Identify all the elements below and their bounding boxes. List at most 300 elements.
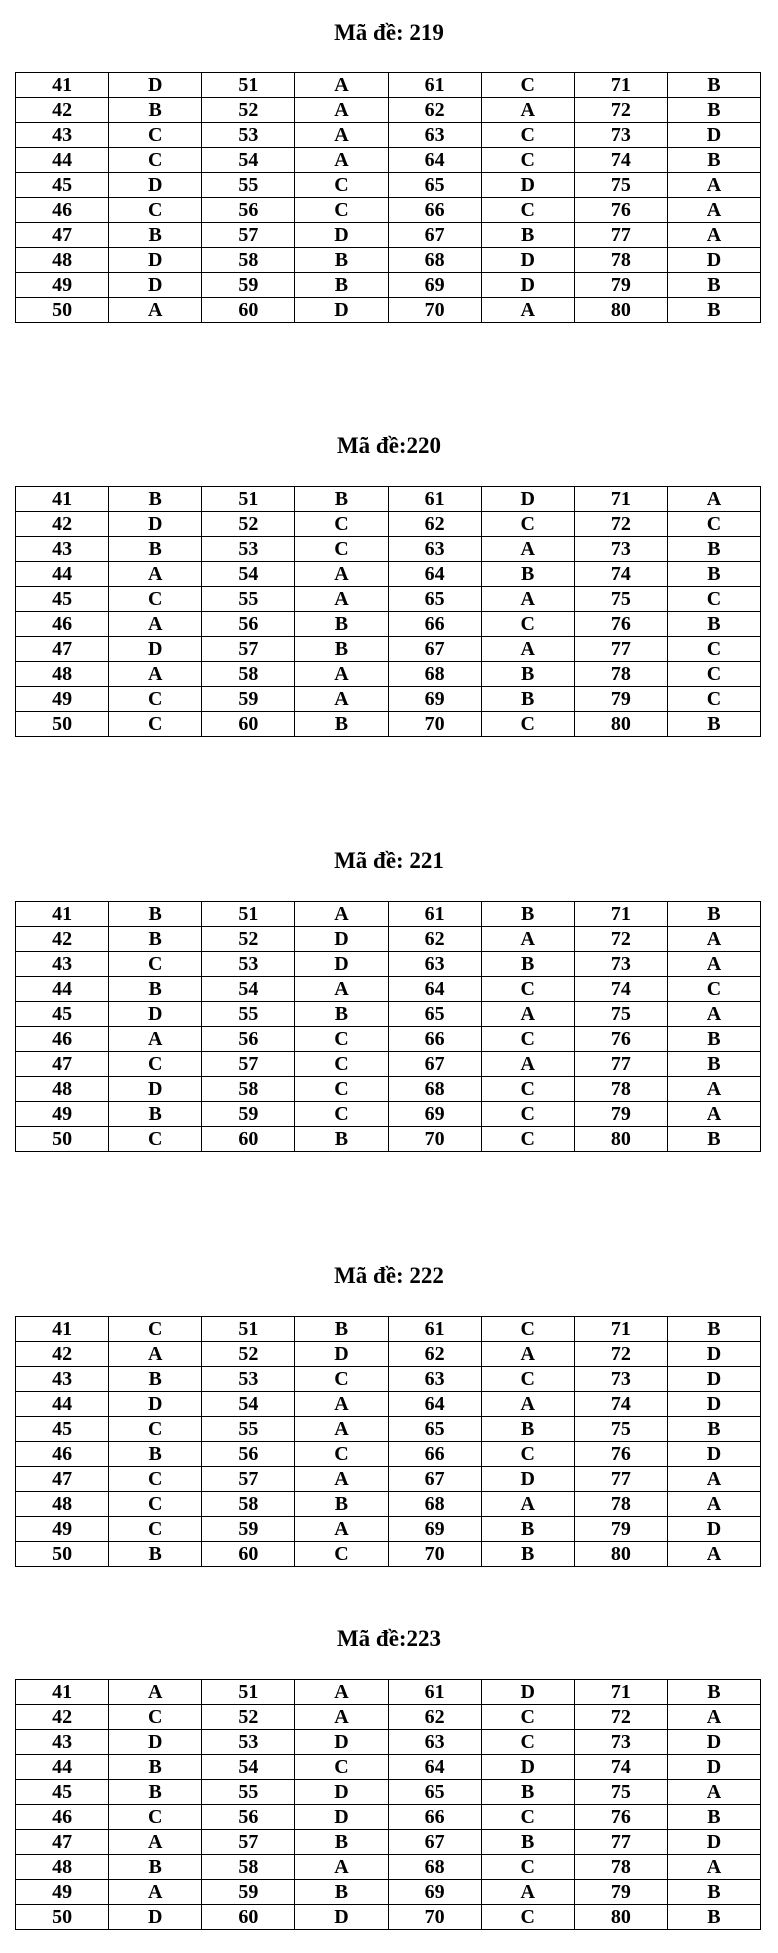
answer-cell: B — [667, 1417, 760, 1442]
question-number-cell: 71 — [574, 73, 667, 98]
answer-cell: C — [481, 123, 574, 148]
question-number-cell: 67 — [388, 1830, 481, 1855]
question-number-cell: 56 — [202, 198, 295, 223]
answer-cell: C — [295, 1542, 388, 1567]
question-number-cell: 66 — [388, 1027, 481, 1052]
question-number-cell: 73 — [574, 952, 667, 977]
table-row — [16, 1730, 761, 1755]
answer-cell: B — [109, 223, 202, 248]
table-row — [16, 1755, 761, 1780]
question-number-cell: 59 — [202, 1517, 295, 1542]
question-number-cell: 65 — [388, 1002, 481, 1027]
answer-cell: D — [109, 1002, 202, 1027]
answer-cell: A — [295, 1392, 388, 1417]
question-number-cell: 57 — [202, 223, 295, 248]
answer-cell: A — [481, 587, 574, 612]
question-number-cell: 67 — [388, 637, 481, 662]
answer-cell: D — [481, 1680, 574, 1705]
question-number-cell: 73 — [574, 1367, 667, 1392]
answer-cell: A — [295, 73, 388, 98]
question-number-cell: 65 — [388, 173, 481, 198]
answer-cell: D — [667, 1755, 760, 1780]
question-number-cell: 68 — [388, 1492, 481, 1517]
question-number-cell: 76 — [574, 1027, 667, 1052]
question-number-cell: 78 — [574, 662, 667, 687]
answer-cell: D — [667, 1392, 760, 1417]
answer-cell: A — [295, 148, 388, 173]
answer-cell: B — [481, 902, 574, 927]
question-number-cell: 65 — [388, 1780, 481, 1805]
question-number-cell: 75 — [574, 1002, 667, 1027]
table-row — [16, 902, 761, 927]
question-number-cell: 43 — [16, 537, 109, 562]
question-number-cell: 74 — [574, 1755, 667, 1780]
answer-cell: B — [481, 1417, 574, 1442]
answer-cell: C — [481, 1317, 574, 1342]
table-row — [16, 298, 761, 323]
answer-cell: D — [667, 1367, 760, 1392]
question-number-cell: 68 — [388, 248, 481, 273]
question-number-cell: 66 — [388, 1442, 481, 1467]
answer-cell: B — [295, 487, 388, 512]
answer-cell: C — [481, 1705, 574, 1730]
question-number-cell: 51 — [202, 1680, 295, 1705]
question-number-cell: 62 — [388, 927, 481, 952]
answer-cell: B — [667, 1317, 760, 1342]
question-number-cell: 68 — [388, 1855, 481, 1880]
question-number-cell: 62 — [388, 512, 481, 537]
question-number-cell: 59 — [202, 273, 295, 298]
answer-cell: B — [667, 298, 760, 323]
question-number-cell: 74 — [574, 562, 667, 587]
question-number-cell: 66 — [388, 1805, 481, 1830]
question-number-cell: 71 — [574, 1317, 667, 1342]
table-row — [16, 927, 761, 952]
question-number-cell: 52 — [202, 927, 295, 952]
question-number-cell: 48 — [16, 1077, 109, 1102]
question-number-cell: 72 — [574, 927, 667, 952]
answer-cell: A — [109, 1342, 202, 1367]
answer-cell: D — [109, 1730, 202, 1755]
question-number-cell: 64 — [388, 1755, 481, 1780]
answer-cell: B — [667, 73, 760, 98]
question-number-cell: 41 — [16, 1680, 109, 1705]
answer-cell: A — [481, 537, 574, 562]
answer-cell: A — [481, 1880, 574, 1905]
answer-cell: A — [295, 1517, 388, 1542]
answer-cell: D — [295, 1905, 388, 1930]
answer-cell: B — [109, 1367, 202, 1392]
table-row — [16, 148, 761, 173]
answer-cell: C — [109, 1467, 202, 1492]
answer-cell: A — [481, 98, 574, 123]
question-number-cell: 55 — [202, 1002, 295, 1027]
answer-cell: C — [295, 173, 388, 198]
answer-cell: A — [295, 98, 388, 123]
table-row — [16, 1467, 761, 1492]
table-row — [16, 223, 761, 248]
answer-cell: A — [295, 1417, 388, 1442]
table-row — [16, 1855, 761, 1880]
answer-cell: C — [109, 1052, 202, 1077]
table-row — [16, 537, 761, 562]
answer-cell: A — [481, 298, 574, 323]
question-number-cell: 49 — [16, 1102, 109, 1127]
question-number-cell: 61 — [388, 1680, 481, 1705]
answer-cell: D — [481, 1467, 574, 1492]
answer-cell: C — [295, 1442, 388, 1467]
answer-cell: A — [667, 1855, 760, 1880]
question-number-cell: 61 — [388, 1317, 481, 1342]
answer-cell: B — [481, 662, 574, 687]
question-number-cell: 55 — [202, 173, 295, 198]
answer-cell: D — [295, 223, 388, 248]
table-row — [16, 1002, 761, 1027]
question-number-cell: 60 — [202, 1542, 295, 1567]
question-number-cell: 54 — [202, 1755, 295, 1780]
table-row — [16, 198, 761, 223]
exam-code-title: Mã đề: 219 — [334, 20, 444, 45]
question-number-cell: 69 — [388, 1517, 481, 1542]
question-number-cell: 80 — [574, 1905, 667, 1930]
answer-cell: C — [295, 537, 388, 562]
answer-cell: A — [109, 1027, 202, 1052]
answer-cell: A — [295, 1705, 388, 1730]
answer-cell: C — [295, 1077, 388, 1102]
question-number-cell: 67 — [388, 1052, 481, 1077]
question-number-cell: 67 — [388, 1467, 481, 1492]
table-row — [16, 1367, 761, 1392]
answer-cell: B — [295, 1317, 388, 1342]
question-number-cell: 77 — [574, 1052, 667, 1077]
answer-cell: A — [295, 562, 388, 587]
answer-cell: C — [481, 1102, 574, 1127]
question-number-cell: 80 — [574, 1542, 667, 1567]
answer-cell: B — [109, 1442, 202, 1467]
answer-cell: C — [481, 612, 574, 637]
question-number-cell: 79 — [574, 687, 667, 712]
answer-cell: B — [667, 1680, 760, 1705]
answer-cell: B — [667, 148, 760, 173]
question-number-cell: 77 — [574, 1830, 667, 1855]
answer-cell: C — [481, 977, 574, 1002]
question-number-cell: 47 — [16, 1830, 109, 1855]
answer-cell: A — [667, 1102, 760, 1127]
question-number-cell: 78 — [574, 1077, 667, 1102]
answer-cell: B — [481, 223, 574, 248]
question-number-cell: 48 — [16, 248, 109, 273]
answer-cell: D — [295, 927, 388, 952]
answer-cell: D — [667, 1517, 760, 1542]
question-number-cell: 52 — [202, 1705, 295, 1730]
table-row — [16, 1780, 761, 1805]
answer-cell: C — [295, 512, 388, 537]
answer-cell: B — [667, 537, 760, 562]
exam-code-title: Mã đề:220 — [336, 433, 442, 458]
answer-cell: B — [295, 1002, 388, 1027]
question-number-cell: 58 — [202, 1077, 295, 1102]
answer-cell: C — [481, 148, 574, 173]
question-number-cell: 69 — [388, 1102, 481, 1127]
question-number-cell: 42 — [16, 1342, 109, 1367]
question-number-cell: 51 — [202, 1317, 295, 1342]
answer-cell: B — [667, 98, 760, 123]
question-number-cell: 48 — [16, 662, 109, 687]
answer-cell: B — [667, 1027, 760, 1052]
answer-cell: C — [295, 1367, 388, 1392]
question-number-cell: 57 — [202, 637, 295, 662]
table-row — [16, 1680, 761, 1705]
table-row — [16, 273, 761, 298]
question-number-cell: 79 — [574, 1880, 667, 1905]
table-row — [16, 487, 761, 512]
question-number-cell: 68 — [388, 1077, 481, 1102]
question-number-cell: 60 — [202, 298, 295, 323]
answer-cell: A — [667, 1705, 760, 1730]
table-row — [16, 587, 761, 612]
question-number-cell: 69 — [388, 1880, 481, 1905]
answer-cell: D — [295, 1805, 388, 1830]
question-number-cell: 45 — [16, 1002, 109, 1027]
answer-cell: C — [109, 952, 202, 977]
question-number-cell: 69 — [388, 687, 481, 712]
answer-cell: A — [295, 123, 388, 148]
table-row — [16, 637, 761, 662]
question-number-cell: 63 — [388, 952, 481, 977]
question-number-cell: 57 — [202, 1052, 295, 1077]
answer-cell: A — [481, 1002, 574, 1027]
answer-cell: D — [295, 1730, 388, 1755]
table-row — [16, 1417, 761, 1442]
question-number-cell: 80 — [574, 298, 667, 323]
table-row — [16, 952, 761, 977]
table-row — [16, 712, 761, 737]
answer-cell: B — [667, 273, 760, 298]
answer-cell: D — [295, 1780, 388, 1805]
answer-cell: B — [295, 1127, 388, 1152]
question-number-cell: 59 — [202, 1880, 295, 1905]
question-number-cell: 75 — [574, 1417, 667, 1442]
answer-cell: A — [667, 1077, 760, 1102]
answer-cell: B — [109, 1780, 202, 1805]
question-number-cell: 64 — [388, 977, 481, 1002]
answer-cell: A — [295, 977, 388, 1002]
question-number-cell: 57 — [202, 1467, 295, 1492]
table-row — [16, 687, 761, 712]
answer-cell: C — [481, 1805, 574, 1830]
answer-cell: C — [481, 1367, 574, 1392]
answer-table — [15, 72, 761, 323]
question-number-cell: 60 — [202, 712, 295, 737]
question-number-cell: 63 — [388, 1367, 481, 1392]
answer-cell: B — [295, 1492, 388, 1517]
question-number-cell: 42 — [16, 512, 109, 537]
question-number-cell: 78 — [574, 248, 667, 273]
question-number-cell: 67 — [388, 223, 481, 248]
answer-cell: B — [667, 612, 760, 637]
question-number-cell: 53 — [202, 123, 295, 148]
answer-cell: C — [109, 587, 202, 612]
table-row — [16, 1517, 761, 1542]
question-number-cell: 50 — [16, 1127, 109, 1152]
answer-cell: C — [109, 1317, 202, 1342]
table-row — [16, 1342, 761, 1367]
question-number-cell: 75 — [574, 173, 667, 198]
question-number-cell: 62 — [388, 98, 481, 123]
question-number-cell: 60 — [202, 1127, 295, 1152]
answer-cell: D — [667, 1342, 760, 1367]
question-number-cell: 63 — [388, 1730, 481, 1755]
question-number-cell: 52 — [202, 98, 295, 123]
answer-cell: B — [109, 1542, 202, 1567]
question-number-cell: 45 — [16, 1417, 109, 1442]
exam-code-title: Mã đề:223 — [336, 1626, 442, 1651]
question-number-cell: 70 — [388, 298, 481, 323]
question-number-cell: 53 — [202, 1367, 295, 1392]
question-number-cell: 74 — [574, 1392, 667, 1417]
answer-cell: B — [481, 1517, 574, 1542]
table-row — [16, 1542, 761, 1567]
question-number-cell: 44 — [16, 562, 109, 587]
answer-cell: B — [109, 537, 202, 562]
answer-cell: C — [109, 1705, 202, 1730]
question-number-cell: 61 — [388, 902, 481, 927]
question-number-cell: 62 — [388, 1705, 481, 1730]
answer-cell: B — [481, 687, 574, 712]
question-number-cell: 41 — [16, 73, 109, 98]
answer-cell: C — [109, 1417, 202, 1442]
answer-cell: A — [667, 1492, 760, 1517]
answer-cell: D — [295, 952, 388, 977]
answer-cell: C — [295, 1052, 388, 1077]
question-number-cell: 44 — [16, 1755, 109, 1780]
answer-cell: B — [667, 1880, 760, 1905]
question-number-cell: 53 — [202, 537, 295, 562]
answer-cell: B — [295, 1830, 388, 1855]
question-number-cell: 56 — [202, 612, 295, 637]
question-number-cell: 79 — [574, 1517, 667, 1542]
question-number-cell: 54 — [202, 1392, 295, 1417]
answer-cell: D — [109, 248, 202, 273]
answer-cell: C — [109, 123, 202, 148]
answer-cell: D — [109, 637, 202, 662]
answer-cell: D — [481, 248, 574, 273]
question-number-cell: 64 — [388, 1392, 481, 1417]
answer-cell: A — [109, 1680, 202, 1705]
question-number-cell: 56 — [202, 1442, 295, 1467]
answer-cell: B — [667, 902, 760, 927]
answer-cell: D — [481, 487, 574, 512]
answer-cell: D — [667, 1830, 760, 1855]
table-row — [16, 98, 761, 123]
question-number-cell: 50 — [16, 712, 109, 737]
question-number-cell: 47 — [16, 1052, 109, 1077]
table-row — [16, 248, 761, 273]
answer-cell: B — [667, 1805, 760, 1830]
answer-cell: A — [109, 662, 202, 687]
question-number-cell: 76 — [574, 1805, 667, 1830]
table-row — [16, 1442, 761, 1467]
question-number-cell: 70 — [388, 712, 481, 737]
answer-cell: A — [667, 1467, 760, 1492]
question-number-cell: 78 — [574, 1492, 667, 1517]
answer-cell: B — [667, 1127, 760, 1152]
answer-cell: B — [295, 612, 388, 637]
exam-code-title: Mã đề: 221 — [334, 848, 444, 873]
answer-cell: A — [667, 1780, 760, 1805]
answer-cell: D — [481, 173, 574, 198]
table-row — [16, 1830, 761, 1855]
question-number-cell: 74 — [574, 148, 667, 173]
question-number-cell: 75 — [574, 587, 667, 612]
question-number-cell: 57 — [202, 1830, 295, 1855]
question-number-cell: 64 — [388, 562, 481, 587]
answer-cell: C — [481, 1442, 574, 1467]
question-number-cell: 58 — [202, 662, 295, 687]
answer-table — [15, 1316, 761, 1567]
answer-table — [15, 1679, 761, 1930]
table-row — [16, 1805, 761, 1830]
answer-cell: B — [295, 637, 388, 662]
question-number-cell: 53 — [202, 1730, 295, 1755]
answer-cell: B — [109, 927, 202, 952]
answer-cell: A — [481, 1392, 574, 1417]
answer-cell: D — [109, 173, 202, 198]
question-number-cell: 71 — [574, 487, 667, 512]
answer-cell: D — [109, 1905, 202, 1930]
question-number-cell: 51 — [202, 73, 295, 98]
answer-cell: C — [109, 1127, 202, 1152]
table-row — [16, 1102, 761, 1127]
table-row — [16, 562, 761, 587]
answer-cell: B — [295, 248, 388, 273]
question-number-cell: 65 — [388, 1417, 481, 1442]
question-number-cell: 46 — [16, 1027, 109, 1052]
table-row — [16, 1905, 761, 1930]
answer-cell: C — [109, 198, 202, 223]
question-number-cell: 61 — [388, 487, 481, 512]
question-number-cell: 76 — [574, 198, 667, 223]
answer-cell: D — [295, 298, 388, 323]
question-number-cell: 59 — [202, 1102, 295, 1127]
question-number-cell: 45 — [16, 587, 109, 612]
answer-cell: C — [109, 712, 202, 737]
answer-cell: A — [295, 587, 388, 612]
question-number-cell: 41 — [16, 902, 109, 927]
table-row — [16, 1127, 761, 1152]
answer-cell: A — [667, 223, 760, 248]
question-number-cell: 46 — [16, 1442, 109, 1467]
question-number-cell: 45 — [16, 173, 109, 198]
answer-cell: D — [667, 248, 760, 273]
answer-cell: C — [295, 198, 388, 223]
question-number-cell: 77 — [574, 1467, 667, 1492]
question-number-cell: 47 — [16, 1467, 109, 1492]
question-number-cell: 52 — [202, 1342, 295, 1367]
question-number-cell: 43 — [16, 952, 109, 977]
question-number-cell: 71 — [574, 902, 667, 927]
answer-cell: A — [667, 952, 760, 977]
answer-cell: D — [109, 273, 202, 298]
question-number-cell: 43 — [16, 1367, 109, 1392]
answer-cell: C — [667, 512, 760, 537]
answer-cell: A — [295, 1680, 388, 1705]
answer-cell: C — [481, 1905, 574, 1930]
question-number-cell: 66 — [388, 612, 481, 637]
table-row — [16, 1317, 761, 1342]
answer-cell: D — [481, 273, 574, 298]
answer-cell: B — [295, 1880, 388, 1905]
